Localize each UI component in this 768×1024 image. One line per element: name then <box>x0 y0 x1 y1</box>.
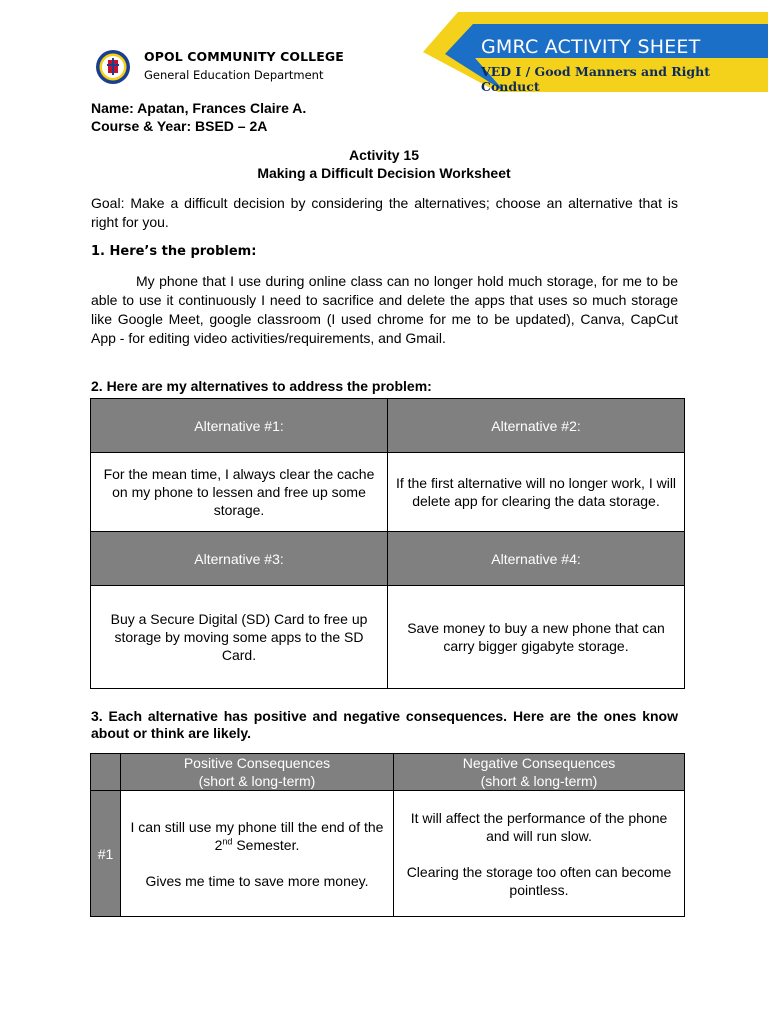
alternative-2-text: If the first alternative will no longer work, I will delete app for clearing the data storage. <box>388 453 685 532</box>
banner-subtitle: VED I / Good Manners and Right Conduct <box>481 64 711 94</box>
college-name: OPOL COMMUNITY COLLEGE <box>144 49 344 64</box>
alternatives-heading: 2. Here are my alternatives to address the problem: <box>91 378 432 394</box>
college-block <box>144 48 344 84</box>
activity-title: Making a Difficult Decision Worksheet <box>257 165 511 181</box>
problem-text: My phone that I use during online class can no longer hold much storage, for me to be able to use it continuously I need to sacrifice and delete the apps that uses so much storage like Google Meet, google classroom (I used chrome for me to be updated), Canva, CapCut App - for editing video activities/requirements, and Gmail. <box>91 273 678 346</box>
alternative-4-label: Alternative #4: <box>388 532 685 586</box>
positive-header-note: (short & long-term) <box>198 773 316 789</box>
activity-number: Activity 15 <box>348 147 420 163</box>
negative-consequence-1: It will affect the performance of the phone and will run slow. <box>410 809 668 844</box>
negative-consequences-header <box>394 754 685 791</box>
ordinal-suffix: nd <box>222 835 233 846</box>
negative-consequence-2: Clearing the storage too often can become pointless. <box>406 863 672 898</box>
positive-consequence-2: Gives me time to save more money. <box>145 872 369 889</box>
alternatives-table <box>90 398 685 689</box>
college-seal-logo <box>95 49 131 85</box>
positive-consequence-cell <box>121 791 394 917</box>
goal-text: Goal: Make a difficult decision by considering the alternatives; choose an alternative that is right for you. <box>91 195 678 230</box>
alternative-3-text: Buy a Secure Digital (SD) Card to free up storage by moving some apps to the SD Card. <box>91 586 388 689</box>
negative-header-note: (short & long-term) <box>480 773 598 789</box>
negative-consequence-cell <box>394 791 685 917</box>
consequence-corner-cell <box>91 754 121 791</box>
positive-consequence-1-post: Semester. <box>232 836 300 853</box>
student-name: Name: Apatan, Frances Claire A. <box>91 100 307 116</box>
alternative-3-label: Alternative #3: <box>91 532 388 586</box>
alternative-4-text: Save money to buy a new phone that can carry bigger gigabyte storage. <box>388 586 685 689</box>
banner-title: GMRC ACTIVITY SHEET <box>481 36 701 58</box>
alternative-1-label: Alternative #1: <box>91 399 388 453</box>
consequences-heading: 3. Each alternative has positive and negative consequences. Here are the ones know about or think are likely. <box>91 708 678 741</box>
alternative-1-text: For the mean time, I always clear the cache on my phone to lessen and free up some storage. <box>91 453 388 532</box>
positive-consequence-1-pre: I can still use my phone till the end of the 2 <box>130 818 384 853</box>
negative-header-label: Negative Consequences <box>462 755 616 771</box>
alternative-2-label: Alternative #2: <box>388 399 685 453</box>
consequences-table <box>90 753 685 917</box>
positive-consequences-header <box>121 754 394 791</box>
department-name: General Education Department <box>144 68 324 82</box>
problem-heading: 1. Here’s the problem: <box>91 244 257 259</box>
positive-header-label: Positive Consequences <box>183 755 331 771</box>
row-number: #1 <box>91 791 121 917</box>
course-year: Course & Year: BSED – 2A <box>91 118 268 134</box>
